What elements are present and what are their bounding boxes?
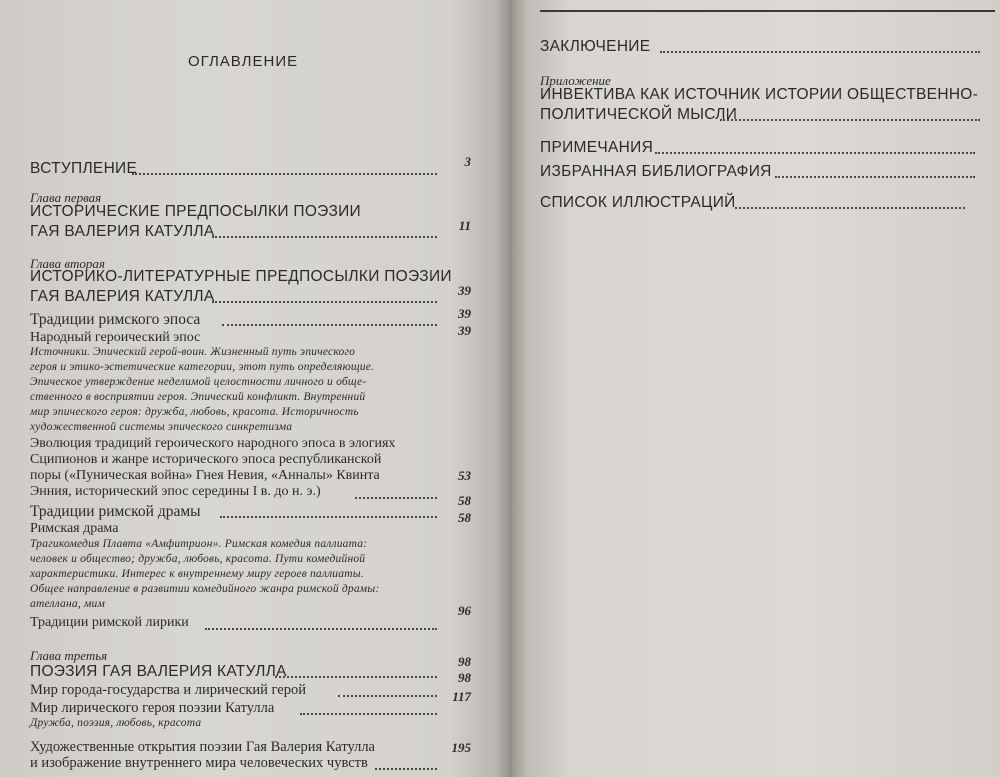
header-rule [540,10,995,12]
notes-title: ПРИМЕЧАНИЯ [540,139,654,156]
epic-note-line: художественной системы эпического синкретизма [30,421,293,433]
roman-drama-title: Римская драма [30,521,119,536]
epic-title: Традиции римского эпоса [30,311,201,328]
intro-title: ВСТУПЛЕНИЕ [30,160,138,177]
city-title: Мир города-государства и лирический герой [30,682,306,698]
dot-leader [222,324,437,328]
chapter1-title-line1: ИСТОРИЧЕСКИЕ ПРЕДПОСЫЛКИ ПОЭЗИИ [30,203,361,220]
epic-note-line: Эпическое утверждение неделимой целостности личного и обще- [30,376,367,388]
chapter2-title-line1: ИСТОРИКО-ЛИТЕРАТУРНЫЕ ПРЕДПОСЫЛКИ ПОЭЗИИ [30,268,452,285]
chapter1-title-line2: ГАЯ ВАЛЕРИЯ КАТУЛЛА [30,223,215,240]
chapter3-page: 98 [458,654,471,669]
dot-leader [212,236,437,240]
dot-leader [300,713,437,717]
dot-leader [655,152,975,156]
city-page: 98 [458,670,471,685]
epic-note-line: героя и этико-эстетические категории, этот путь определяющие. [30,361,375,373]
epic-page: 39 [458,306,471,321]
art-page: 195 [451,740,471,755]
dot-leader [275,676,437,680]
art-line: Художественные открытия поэзии Гая Валерия Катулла [30,739,375,755]
roman-drama-page: 58 [458,510,471,525]
dot-leader [375,768,437,772]
dot-leader [132,173,437,177]
dot-leader [660,51,980,55]
evolution-line: Эволюция традиций героического народного эпоса в элогиях [30,436,396,451]
epic-note-line: Источники. Эпический герой-воин. Жизненный путь эпического [30,346,356,358]
dot-leader [735,207,965,211]
folk-epic-title: Народный героический эпос [30,330,201,345]
hero-note: Дружба, поэзия, любовь, красота [30,717,202,729]
dot-leader [338,695,437,699]
art-line: и изображение внутреннего мира человеческих чувств [30,755,368,771]
folk-epic-page: 39 [458,323,471,338]
chapter3-title: ПОЭЗИЯ ГАЯ ВАЛЕРИЯ КАТУЛЛА [30,663,287,680]
illustrations-title: СПИСОК ИЛЛЮСТРАЦИЙ [540,194,736,211]
hero-page: 117 [452,689,471,704]
evolution-line: поры («Пуническая война» Гнея Невия, «Анналы» Квинта [30,468,380,483]
toc-heading: ОГЛАВЛЕНИЕ [188,53,299,70]
drama-note-line: Общее направление в развитии комедийного жанра римской драмы: [30,583,380,595]
drama-page: 58 [458,493,471,508]
dot-leader [775,176,975,180]
lyric-title: Традиции римской лирики [30,615,189,630]
lyric-page: 96 [458,603,471,618]
chapter2-title-line2: ГАЯ ВАЛЕРИЯ КАТУЛЛА [30,288,215,305]
evolution-page: 53 [458,468,471,483]
chapter2-label: Глава вторая [30,256,105,271]
appendix-label: Приложение [540,73,611,88]
bibliography-title: ИЗБРАННАЯ БИБЛИОГРАФИЯ [540,163,772,180]
dot-leader [205,628,437,632]
dot-leader [720,119,980,123]
chapter3-label: Глава третья [30,648,108,663]
drama-note-line: Трагикомедия Плавта «Амфитрион». Римская комедия паллиата: [30,538,368,550]
dot-leader [212,301,437,305]
conclusion-title: ЗАКЛЮЧЕНИЕ [540,38,651,55]
drama-note-line: человек и общество; дружба, любовь, красота. Пути комедийной [30,553,366,565]
chapter2-page: 39 [458,283,471,298]
chapter1-label: Глава первая [30,190,102,205]
dot-leader [220,516,437,520]
epic-note-line: мир эпического героя: дружба, любовь, красота. Историчность [30,406,359,418]
epic-note-line: ственного в восприятии героя. Эпический конфликт. Внутренний [30,391,366,403]
evolution-line: Сципионов и жанре исторического эпоса республиканской [30,452,382,467]
hero-title: Мир лирического героя поэзии Катулла [30,700,275,716]
invective-title-line1: ИНВЕКТИВА КАК ИСТОЧНИК ИСТОРИИ ОБЩЕСТВЕННО- [540,86,979,103]
evolution-line: Энния, исторический эпос середины I в. до н. э.) [30,484,321,499]
drama-note-line: ателлана, мим [30,598,106,610]
invective-title-line2: ПОЛИТИЧЕСКОЙ МЫСЛИ [540,106,738,123]
intro-page: 3 [464,154,471,169]
chapter1-page: 11 [458,218,471,233]
drama-note-line: характеристики. Интерес к внутреннему миру героев паллиаты. [30,568,364,580]
drama-title: Традиции римской драмы [30,503,201,520]
dot-leader [355,497,437,501]
